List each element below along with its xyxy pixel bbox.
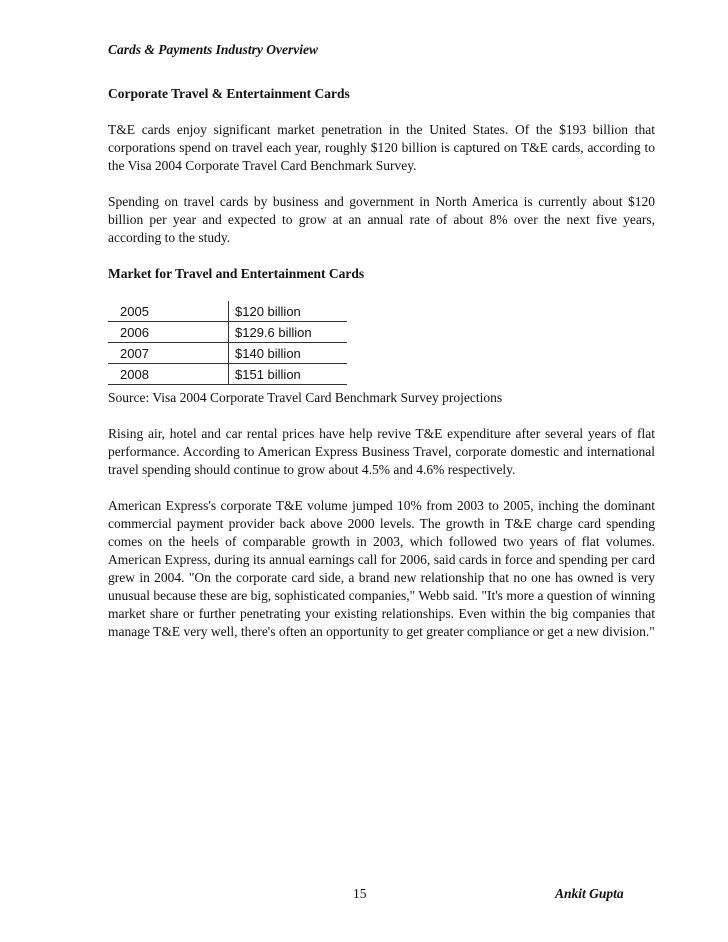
section-heading: Corporate Travel & Entertainment Cards <box>108 86 350 101</box>
paragraph-amex: American Express's corporate T&E volume jumped 10% from 2003 to 2005, inching the dominant commercial payment provider back above 2000 levels. The growth in T&E charge card spending comes on the heels of comparable growth in 2003, which followed two years of flat volumes. American Express, during its annual earnings call for 2006, said cards in force and spending per card grew in 2004. "On the corporate card side, a brand new relationship that no one has owned is very unusual because these are big, sophisticated companies," Webb said. "It's more a question of winning market share or further penetrating your existing relationships. Even within the big companies that manage T&E very well, there's often an opportunity to get greater compliance or get a new division." <box>108 498 655 639</box>
paragraph-spending: Spending on travel cards by business and government in North America is currently about $120 billion per year and expected to grow at an annual rate of about 8% over the next five years, according to the study. <box>108 194 655 245</box>
value-cell: $120 billion <box>229 301 348 322</box>
value-cell: $140 billion <box>229 343 348 364</box>
table-source: Source: Visa 2004 Corporate Travel Card Benchmark Survey projections <box>108 390 503 405</box>
market-heading: Market for Travel and Entertainment Cards <box>108 266 365 281</box>
table-row <box>108 364 347 385</box>
page-content <box>108 85 655 659</box>
paragraph-prices: Rising air, hotel and car rental prices have help revive T&E expenditure after several years of flat performance. According to American Express Business Travel, corporate domestic and international travel spending should continue to grow about 4.5% and 4.6% respectively. <box>108 426 655 477</box>
table-row <box>108 322 347 343</box>
value-cell: $151 billion <box>229 364 348 385</box>
running-header: Cards & Payments Industry Overview <box>108 42 319 57</box>
page-number: 15 <box>353 886 367 901</box>
author-name: Ankit Gupta <box>555 886 624 901</box>
market-table-wrap <box>108 301 655 389</box>
year-cell: 2008 <box>108 364 229 385</box>
market-table <box>108 301 347 385</box>
year-cell: 2007 <box>108 343 229 364</box>
table-row <box>108 301 347 322</box>
paragraph-intro: T&E cards enjoy significant market penetration in the United States. Of the $193 billion that corporations spend on travel each year, roughly $120 billion is captured on T&E cards, according to the Visa 2004 Corporate Travel Card Benchmark Survey. <box>108 122 655 173</box>
year-cell: 2005 <box>108 301 229 322</box>
value-cell: $129.6 billion <box>229 322 348 343</box>
year-cell: 2006 <box>108 322 229 343</box>
table-row <box>108 343 347 364</box>
